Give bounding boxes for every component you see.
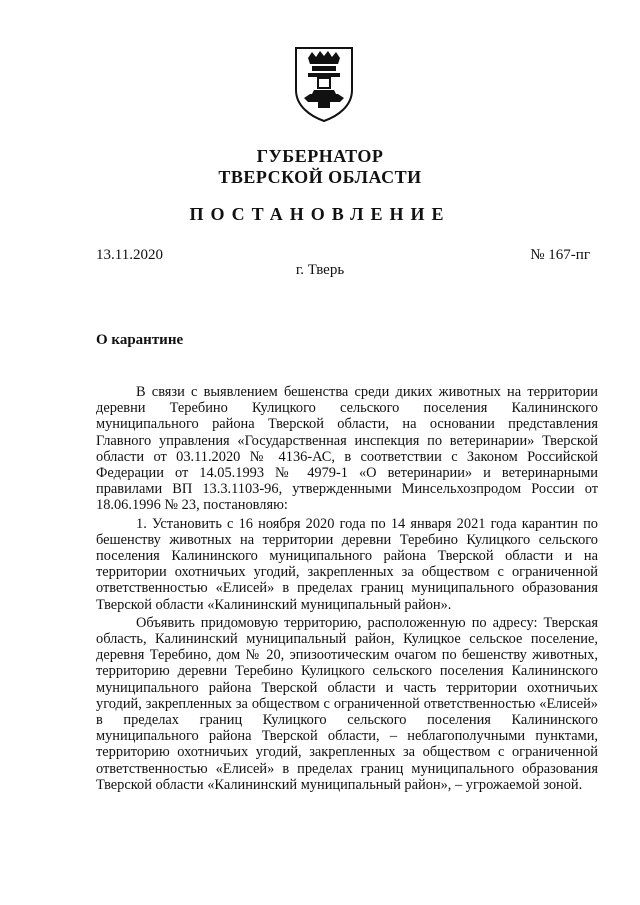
document-subject: О карантине — [96, 332, 184, 348]
document-number: № 167-пг — [530, 247, 590, 263]
paragraph-preamble: В связи с выявлением бешенства среди диких животных на территории деревни Теребино Кулицкого сельского поселения Калининского муниципального района Тверской области, на основании представления Главного управления «Государственная инспекция по ветеринарии» Тверской области от 03.11.2020 № 4136-АС, в соответствии с Законом Российской Федерации от 14.05.1993 № 4979-1 «О ветеринарии» и ветеринарными правилами ВП 13.3.1103-96, утвержденными Минсельхозпродом России от 18.06.1996 № 23, постановляю: — [96, 384, 598, 514]
document-date: 13.11.2020 — [96, 247, 163, 263]
document-body — [96, 384, 598, 795]
issuer-title: ГУБЕРНАТОР — [256, 146, 384, 166]
paragraph-item-1: 1. Установить с 16 ноября 2020 года по 14 января 2021 года карантин по бешенству животных на территории деревни Теребино Кулицкого сельского поселения Калининского муниципального района Тверской области и на территории охотничьих угодий, закрепленных за обществом с ограниченной ответственностью «Елисей» в пределах границ муниципального образования Тверской области «Калининский муниципальный район». — [96, 515, 598, 613]
issuer-region: ТВЕРСКОЙ ОБЛАСТИ — [218, 167, 422, 187]
paragraph-declaration: Объявить придомовую территорию, расположенную по адресу: Тверская область, Калининский муниципальный район, Кулицкое сельское поселение, деревня Теребино, дом № 20, эпизоотическим очагом по бешенству животных, территорию деревни Теребино Кулицкого сельского поселения Калининского муниципального района Тверской области и часть территории охотничьих угодий, закрепленных за обществом с ограниченной ответственностью «Елисей» в пределах границ Кулицкого сельского поселения Калининского муниципального района Тверской области, – неблагополучными пунктами, территорию охотничьих угодий, закрепленных за обществом с ограниченной ответственностью «Елисей» в пределах границ муниципального образования Тверской области «Калининский муниципальный район», – угрожаемой зоной. — [96, 614, 598, 793]
document-city: г. Тверь — [295, 262, 345, 278]
coat-of-arms-icon — [290, 44, 358, 124]
document-type: ПОСТАНОВЛЕНИЕ — [189, 204, 451, 224]
